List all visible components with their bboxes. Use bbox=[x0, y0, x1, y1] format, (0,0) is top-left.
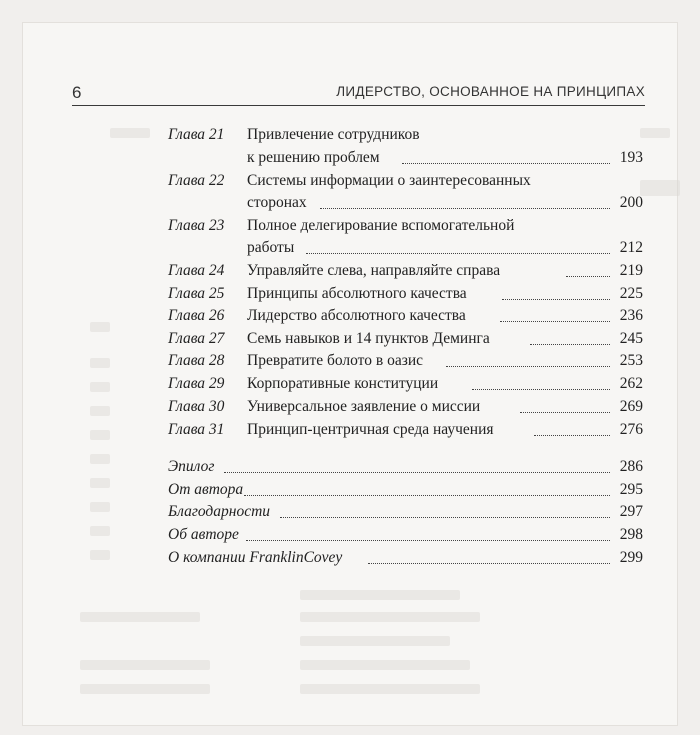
page-number: 6 bbox=[72, 83, 82, 102]
dot-leader bbox=[520, 412, 610, 413]
dot-leader bbox=[246, 540, 610, 541]
page-ref: 219 bbox=[619, 262, 643, 279]
chapter-label: Глава 22 bbox=[168, 172, 225, 189]
dot-leader bbox=[502, 299, 610, 300]
chapter-label: Глава 24 bbox=[168, 262, 225, 279]
page-ref: 295 bbox=[619, 481, 643, 498]
page-ref: 269 bbox=[619, 398, 643, 415]
chapter-label: Глава 28 bbox=[168, 352, 225, 369]
running-header bbox=[72, 83, 645, 106]
dot-leader bbox=[446, 366, 610, 367]
page-ref: 212 bbox=[619, 239, 643, 256]
dot-leader bbox=[472, 389, 610, 390]
chapter-title-line-1: Универсальное заявление о миссии bbox=[247, 398, 481, 415]
page-ref: 299 bbox=[619, 549, 643, 566]
dot-leader bbox=[244, 495, 610, 496]
dot-leader bbox=[566, 276, 610, 277]
dot-leader bbox=[402, 163, 610, 164]
chapter-title-line-2: к решению проблем bbox=[247, 149, 380, 166]
back-matter-title: О компании FranklinCovey bbox=[168, 549, 343, 566]
page-ref: 297 bbox=[619, 503, 643, 520]
chapter-label: Глава 23 bbox=[168, 217, 225, 234]
dot-leader bbox=[534, 435, 610, 436]
chapter-title-line-1: Полное делегирование вспомогательной bbox=[247, 217, 515, 234]
page-ref: 225 bbox=[619, 285, 643, 302]
page-ref: 200 bbox=[619, 194, 643, 211]
chapter-title-line-1: Превратите болото в оазис bbox=[247, 352, 423, 369]
page-ref: 298 bbox=[619, 526, 643, 543]
dot-leader bbox=[306, 253, 610, 254]
back-matter-title: Благодарности bbox=[168, 503, 271, 520]
chapter-label: Глава 21 bbox=[168, 126, 225, 143]
chapter-label: Глава 27 bbox=[168, 330, 225, 347]
page-ref: 253 bbox=[619, 352, 643, 369]
back-matter-title: Эпилог bbox=[168, 458, 215, 475]
running-title: ЛИДЕРСТВО, ОСНОВАННОЕ НА ПРИНЦИПАХ bbox=[336, 84, 645, 99]
dot-leader bbox=[320, 208, 610, 209]
back-matter-title: Об авторе bbox=[168, 526, 239, 543]
chapter-title-line-1: Системы информации о заинтересованных bbox=[247, 172, 531, 189]
chapter-label: Глава 25 bbox=[168, 285, 225, 302]
dot-leader bbox=[280, 517, 610, 518]
chapter-label: Глава 29 bbox=[168, 375, 225, 392]
dot-leader bbox=[530, 344, 610, 345]
chapter-title-line-1: Лидерство абсолютного качества bbox=[247, 307, 466, 324]
dot-leader bbox=[500, 321, 610, 322]
back-matter-title: От автора bbox=[168, 481, 244, 498]
chapter-label: Глава 31 bbox=[168, 421, 225, 438]
chapter-title-line-1: Принцип-центричная среда научения bbox=[247, 421, 494, 438]
chapter-title-line-1: Семь навыков и 14 пунктов Деминга bbox=[247, 330, 490, 347]
chapter-label: Глава 26 bbox=[168, 307, 225, 324]
page-ref: 286 bbox=[619, 458, 643, 475]
chapter-label: Глава 30 bbox=[168, 398, 225, 415]
page-ref: 236 bbox=[619, 307, 643, 324]
chapter-title-line-1: Корпоративные конституции bbox=[247, 375, 439, 392]
dot-leader bbox=[368, 563, 610, 564]
page-ref: 245 bbox=[619, 330, 643, 347]
chapter-title-line-1: Привлечение сотрудников bbox=[247, 126, 420, 143]
chapter-title-line-2: сторонах bbox=[247, 194, 307, 211]
page-ref: 276 bbox=[619, 421, 643, 438]
chapter-title-line-1: Принципы абсолютного качества bbox=[247, 285, 467, 302]
page-ref: 262 bbox=[619, 375, 643, 392]
page-ref: 193 bbox=[619, 149, 643, 166]
dot-leader bbox=[224, 472, 610, 473]
chapter-title-line-2: работы bbox=[247, 239, 295, 256]
chapter-title-line-1: Управляйте слева, направляйте справа bbox=[247, 262, 501, 279]
